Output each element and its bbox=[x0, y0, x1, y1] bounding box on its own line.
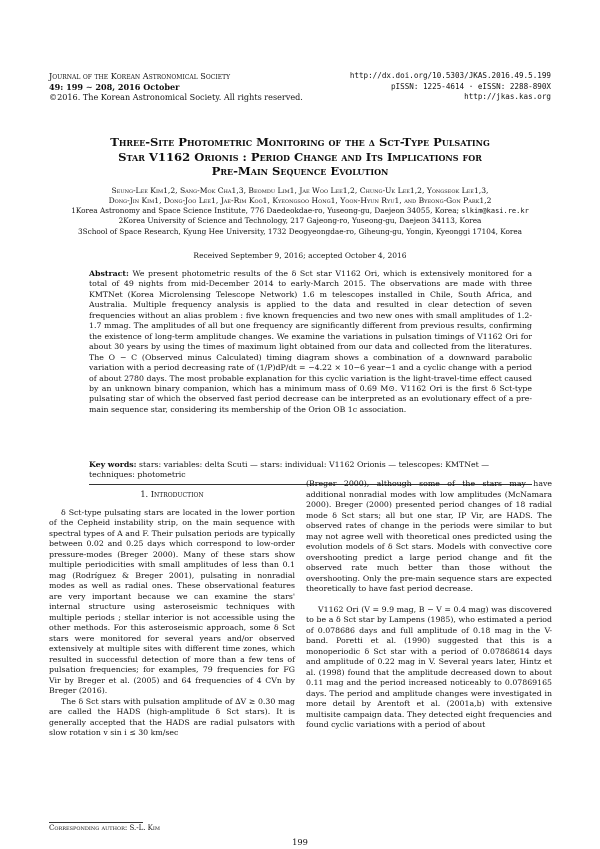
journal-header bbox=[49, 71, 303, 103]
keywords bbox=[89, 460, 532, 481]
footnote-divider bbox=[49, 822, 143, 823]
affiliation-3: 3School of Space Research, Kyung Hee University, 1732 Deogyeongdae-ro, Giheung-gu, Yongin, Kyeonggi 17104, Korea bbox=[77, 226, 523, 236]
intro-paragraph-2: The δ Sct stars with pulsation amplitude of ∆V ≥ 0.30 mag are called the HADS (high-amplitude δ Sct stars). It is generally accepted that the HADS are radial pulsators with slow rotation v sin i ≤ 30 km/sec bbox=[49, 696, 295, 737]
page-number: 199 bbox=[292, 837, 308, 847]
intro-paragraph-4: V1162 Ori (V = 9.9 mag, B − V = 0.4 mag) was discovered to be a δ Sct star by Lampens (1985), who estimated a period of 0.078686 days and full amplitude of 0.18 mag in the V-band. Poretti et al. (1990) suggested that this is a monoperiodic δ Sct star with a period of 0.07868614 days and amplitude of 0.22 mag in V. Several years later, Hintz et al. (1998) found that the amplitude decreased down to about 0.11 mag and the period increased noticeably to 0.07869165 days. The period and amplitude changes were investigated in more detail by Arentoft et al. (2001a,b) with extensive multisite campaign data. They detected eight frequencies and found cyclic variations with a period of about bbox=[306, 604, 552, 729]
received-dates: Received September 9, 2016; accepted October 4, 2016 bbox=[193, 251, 407, 260]
email-link[interactable]: slkim@kasi.re.kr bbox=[461, 207, 529, 215]
issn-line: pISSN: 1225-4614 · eISSN: 2288-890X bbox=[390, 81, 551, 91]
doi-link[interactable]: http://dx.doi.org/10.5303/JKAS.2016.49.5.199 bbox=[349, 71, 551, 80]
title-line-2: Star V1162 Orionis : Period Change and Its Implications for bbox=[118, 149, 482, 164]
author-line-2: Dong-Jin Kim1, Dong-Joo Lee1, Jae-Rim Koo1, Kyeongsoo Hong1, Yoon-Hyun Ryu1, and Byeong-Gon Park1,2 bbox=[108, 196, 492, 206]
abstract-text: We present photometric results of the δ Sct star V1162 Ori, which is extensively monitored for a total of 49 nights from mid-December 2014 to early-March 2015. The observations are made with three KMTNet (Korea Microlensing Telescope Network) 1.6 m telescopes installed in Chile, South Africa, and Australia. Multiple frequency analysis is applied to the data and resulted in clear detection of seven frequencies without an alias problem : five known frequencies and two new ones with small amplitudes of 1.2-1.7 mmag. The amplitudes of all but one frequency are significantly different from previous results, confirming the existence of long-term amplitude changes. We examine the variations in pulsation timings of V1162 Ori for about 30 years by using the times of maximum light obtained from our data and collected from the literatures. The O − C (Observed minus Calculated) timing diagram shows a combination of a downward parabolic variation with a period decreasing rate of (1/P)dP/dt = −4.22 × 10−6 year−1 and a cyclic change with a period of about 2780 days. The most probable explanation for this cyclic variation is the light-travel-time effect caused by an unknown binary companion, which has a minimum mass of 0.69 M⊙. V1162 Ori is the first δ Sct-type pulsating star of which the observed fast period decrease can be interpreted as an evolutionary effect of a pre-main sequence star, considering its membership of the Orion OB 1c association. bbox=[89, 269, 532, 414]
author-line-1: Seung-Lee Kim1,2, Sang-Mok Cha1,3, Beomdu Lim1, Jae Woo Lee1,2, Chung-Uk Lee1,2, Yongseok Lee1,3, bbox=[111, 186, 489, 195]
abstract bbox=[89, 269, 532, 415]
journal-name: Journal of the Korean Astronomical Society bbox=[49, 71, 231, 81]
section-heading: 1. Introduction bbox=[140, 489, 204, 499]
abstract-label: Abstract: bbox=[89, 269, 129, 278]
title-line-3: Pre-Main Sequence Evolution bbox=[211, 164, 389, 179]
affiliations bbox=[40, 206, 560, 237]
left-column bbox=[49, 489, 295, 739]
copyright-line: ©2016. The Korean Astronomical Society. All rights reserved. bbox=[49, 92, 303, 102]
paper-title bbox=[40, 135, 560, 179]
affiliation-2: 2Korea University of Science and Technology, 217 Gajeong-ro, Yuseong-gu, Daejeon 34113, Korea bbox=[118, 216, 482, 226]
journal-url-link[interactable]: http://jkas.kas.org bbox=[464, 92, 551, 101]
volume-line: 49: 199 ∼ 208, 2016 October bbox=[49, 81, 180, 92]
author-list bbox=[40, 186, 560, 206]
affiliation-1 bbox=[40, 206, 560, 216]
intro-paragraph-3: (Breger 2000), although some of the stars may have additional nonradial modes with low amplitudes (McNamara 2000). Breger (2000) presented period changes of 18 radial mode δ Sct stars; all but one star, IP Vir, are HADS. The observed rates of change in the periods were similar to but may not agree well with theoretical ones predicted using the evolution models of δ Sct stars. Models with convective core overshooting predict a large period change and fit the observed rate much better than those without the overshooting. Only the pre-main sequence stars are expected theoretically to have fast period decrease. bbox=[306, 479, 552, 593]
right-column bbox=[306, 479, 552, 731]
title-line-1: Three-Site Photometric Monitoring of the δ Sct-Type Pulsating bbox=[110, 135, 490, 149]
keywords-text: stars: variables: delta Scuti — stars: individual: V1162 Orionis — telescopes: KMTNet — techniques: photometric bbox=[89, 460, 490, 480]
affiliation-1-text: 1Korea Astronomy and Space Science Institute, 776 Daedeokdae-ro, Yuseong-gu, Daejeon 34055, Korea; bbox=[71, 206, 460, 215]
journal-identifiers bbox=[350, 71, 551, 103]
intro-paragraph-1: δ Sct-type pulsating stars are located in the lower portion of the Cepheid instability strip, on the main sequence with spectral types of A and F. Their pulsation periods are typically between 0.02 and 0.25 days which correspond to low-order pressure-modes (Breger 2000). Many of these stars show multiple periodicities with small amplitudes of less than 0.1 mag (Rodríguez & Breger 2001), pulsating in nonradial modes as well as radial ones. These observational features are very important because we can examine the stars' internal structure using asteroseismic techniques with multiple periods ; stellar interior is not accessible using the other methods. For this asteroseismic approach, some δ Sct stars were monitored for several years and/or observed extensively at multiple sites with different time zones, which resulted in successful detection of more than a few tens of pulsation frequencies; for examples, 79 frequencies for FG Vir by Breger et al. (2005) and 64 frequencies of 4 CVn by Breger (2016). bbox=[49, 507, 295, 695]
corresponding-author: Corresponding author: S.-L. Kim bbox=[49, 824, 161, 832]
keywords-label: Key words: bbox=[89, 460, 137, 469]
